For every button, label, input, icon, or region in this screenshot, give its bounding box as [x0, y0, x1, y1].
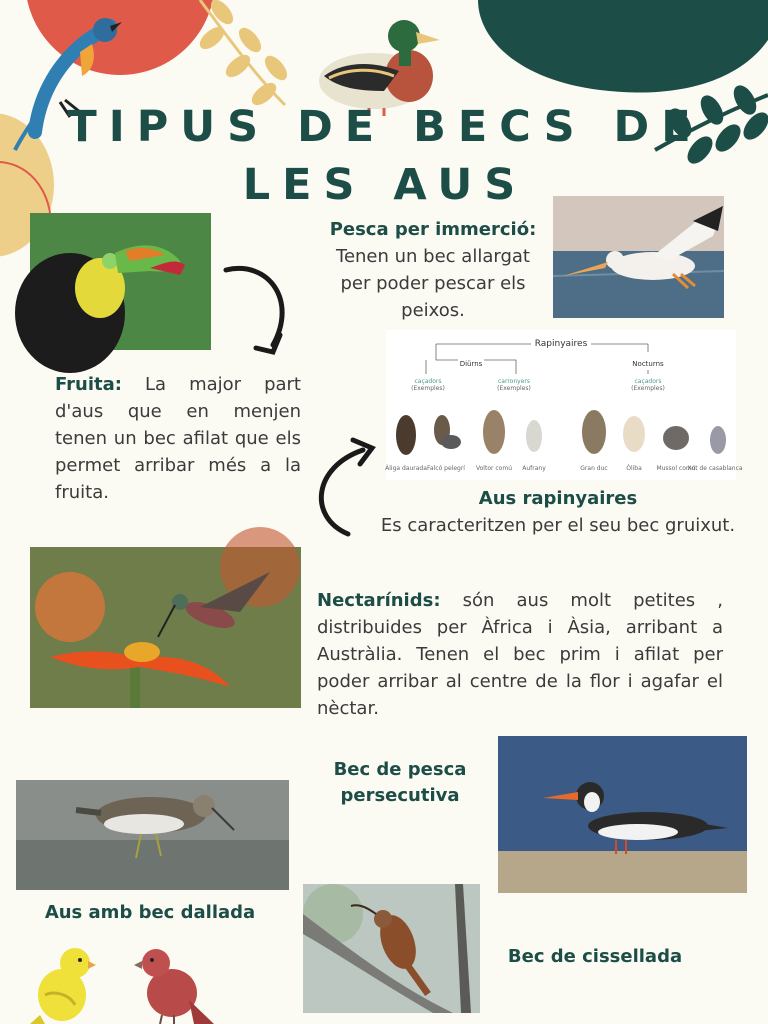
yellow-bird-illustration [30, 945, 100, 1024]
diagram-bird-label-1: Àliga daurada [385, 465, 427, 472]
diagram-exemples-3: (Exemples) [631, 385, 665, 392]
pesca-immersio-text: Tenen un bec allargat per poder pescar els peixos. [336, 246, 530, 321]
diagram-bird-label-2: Falcó pelegrí [427, 465, 465, 472]
pesca-persecutiva-label: Bec de pesca persecutiva [333, 759, 467, 806]
mustard-leaf-branch [198, 0, 289, 107]
diagram-bird-label-5: Gran duc [580, 465, 608, 472]
nectarinids-heading: Nectarínids: [317, 590, 441, 611]
diagram-diurns: Diürns [459, 360, 483, 368]
diagram-bird-label-8: Xot de casablanca [687, 465, 743, 472]
diagram-exemples-2: (Exemples) [497, 385, 531, 392]
pesca-immersio-heading: Pesca per immerció: [329, 219, 537, 240]
teal-blob [478, 0, 768, 93]
diagram-nocturns: Nocturns [632, 360, 664, 368]
woodcreeper-photo [303, 884, 480, 1013]
diagram-cacadors-2: caçadors [634, 378, 662, 385]
rapinyaires-text: Es caracteritzen per el seu bec gruixut. [380, 515, 736, 536]
curved-arrow-down [218, 260, 298, 365]
nectarinids-block [317, 587, 723, 722]
fruita-text: La major part d'aus que en menjen tenen un bec afilat que els permet arribar més a la fruita. [55, 374, 301, 503]
sandpiper-photo [16, 780, 289, 890]
diagram-carronyers: carronyers [498, 378, 530, 385]
diagram-root: Rapinyaires [534, 339, 588, 349]
diagram-bird-label-3: Voltor comú [476, 465, 512, 472]
rapinyaires-block [370, 485, 746, 539]
red-bird-illustration [134, 945, 219, 1024]
cissellada-label: Bec de cissellada [507, 946, 683, 967]
pesca-immersio-block [322, 216, 544, 324]
rapinyaires-heading: Aus rapinyaires [478, 488, 638, 509]
diagram-bird-label-6: Òliba [626, 465, 642, 472]
pelican-photo [553, 196, 724, 318]
fruita-block [55, 371, 301, 506]
skimmer-photo [498, 736, 747, 893]
hummingbird-photo [30, 547, 301, 708]
dallada-label: Aus amb bec dallada [44, 902, 256, 923]
diagram-cacadors-1: caçadors [414, 378, 442, 385]
diagram-bird-label-4: Aufrany [522, 465, 546, 472]
page-title: TIPUS DE BECS DE LES AUS [67, 102, 703, 210]
nectarinids-text: són aus molt petites , distribuides per Àfrica i Àsia, arribant a Austràlia. Tenen el bec prim i afilat per poder arribar al centre de la flor i agafar el nèctar. [317, 590, 723, 719]
fruita-heading: Fruita: [55, 374, 122, 395]
diagram-exemples-1: (Exemples) [411, 385, 445, 392]
diagram-bird-label-7: Mussol comú [656, 465, 696, 472]
rapinyaires-diagram [385, 330, 743, 480]
toucan-photo [30, 213, 211, 350]
